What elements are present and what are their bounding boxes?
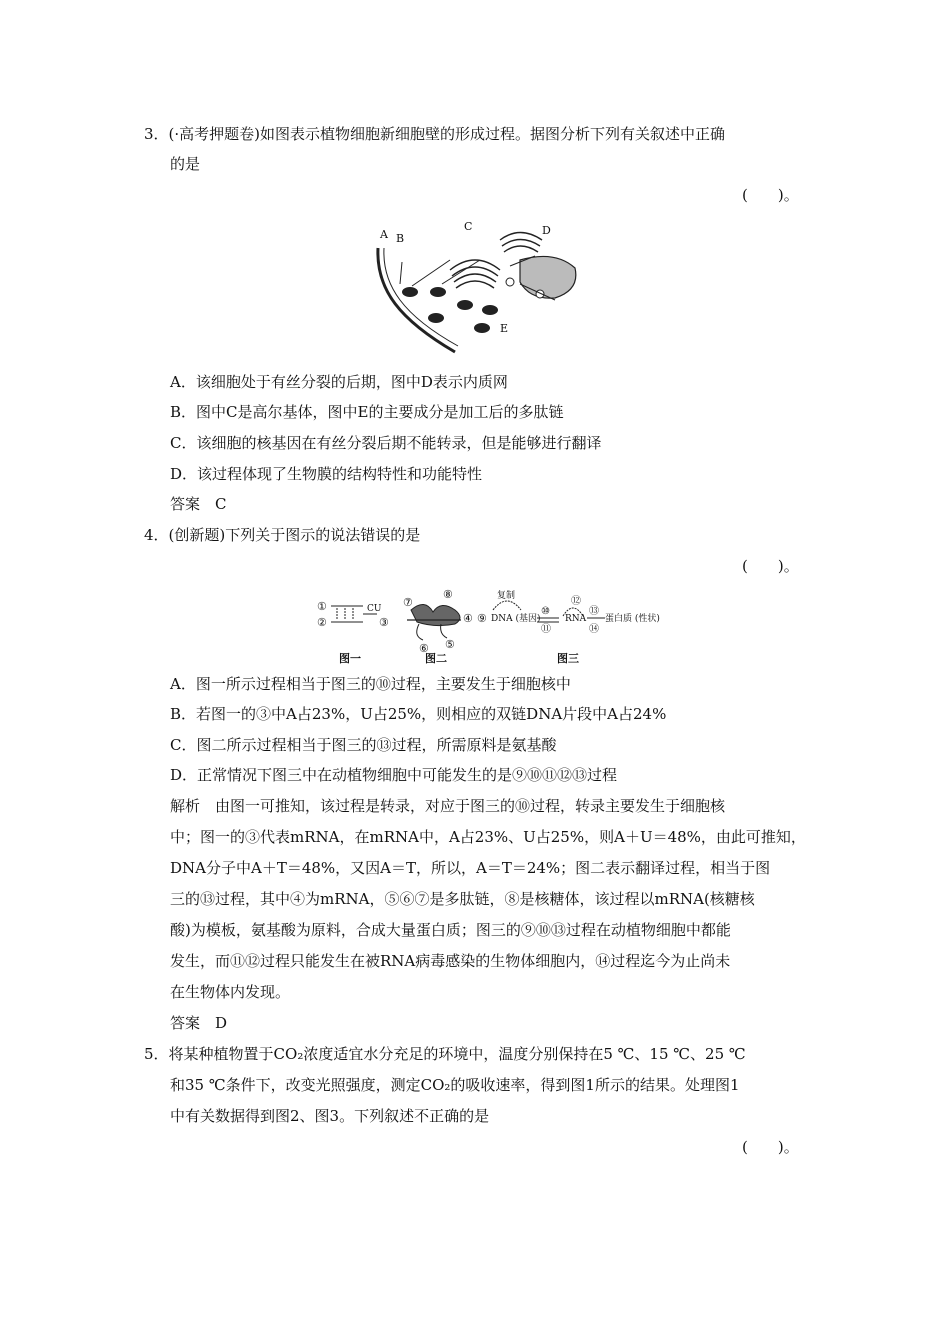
- q3-option-d: D．该过程体现了生物膜的结构特性和功能特性: [170, 465, 483, 483]
- q3-figure-label-a: A: [380, 228, 388, 241]
- q4-option-b: B．若图一的③中A占23%，U占25%，则相应的双链DNA片段中A占24%: [170, 705, 667, 723]
- q4-answer: 答案 D: [170, 1014, 228, 1032]
- fig1-label-3: ③: [379, 616, 389, 629]
- q3-cell-wall-figure: [370, 220, 585, 360]
- fig1-label-cu: CU: [367, 604, 382, 614]
- q4-caption-fig3: 图三: [557, 652, 579, 665]
- q3-answer-blank: ( )。: [742, 186, 799, 204]
- q5-line2: 和35 ℃条件下，改变光照强度，测定CO₂的吸收速率，得到图1所示的结果。处理图1: [170, 1076, 740, 1094]
- q3-stem-line2: 的是: [170, 155, 201, 173]
- fig2-label-8: ⑧: [443, 588, 453, 601]
- q4-analysis-line5: 酸)为模板，氨基酸为原料，合成大量蛋白质；图三的⑨⑩⑬过程在动植物细胞中都能: [170, 921, 731, 939]
- q4-analysis-line3: DNA分子中A＋T＝48%，又因A＝T，所以，A＝T＝24%；图二表示翻译过程，相当于图: [170, 859, 771, 877]
- q4-option-a: A．图一所示过程相当于图三的⑩过程，主要发生于细胞核中: [170, 675, 571, 693]
- q5-line3: 中有关数据得到图2、图3。下列叙述不正确的是: [170, 1107, 490, 1125]
- q4-analysis-line4: 三的⑬过程，其中④为mRNA，⑤⑥⑦是多肽链，⑧是核糖体，该过程以mRNA(核糖核: [170, 890, 755, 908]
- fig1-label-1: ①: [317, 600, 327, 613]
- fig3-text-11: ⑪: [541, 624, 551, 635]
- q4-analysis-line6: 发生，而⑪⑫过程只能发生在被RNA病毒感染的生物体细胞内，⑭过程迄今为止尚未: [170, 952, 731, 970]
- fig3-text-13: ⑬: [589, 606, 599, 617]
- fig2-label-4: ④: [463, 612, 473, 625]
- q4-stem: 4．(创新题)下列关于图示的说法错误的是: [144, 526, 421, 544]
- q3-option-a: A．该细胞处于有丝分裂的后期，图中D表示内质网: [170, 373, 508, 391]
- q4-analysis-line7: 在生物体内发现。: [170, 983, 291, 1001]
- q3-figure-label-b: B: [396, 232, 405, 245]
- q4-analysis-line1: 解析 由图一可推知，该过程是转录，对应于图三的⑩过程，转录主要发生于细胞核: [170, 797, 726, 815]
- q3-option-c: C．该细胞的核基因在有丝分裂后期不能转录，但是能够进行翻译: [170, 434, 602, 452]
- fig3-text-9: ⑨: [477, 612, 487, 625]
- q4-analysis-line2: 中；图一的③代表mRNA，在mRNA中，A占23%、U占25%，则A＋U＝48%，由此可推知，: [170, 828, 806, 846]
- q3-figure-label-c: C: [464, 220, 473, 233]
- fig3-text-dna: DNA (基因): [491, 614, 541, 624]
- q4-option-d: D．正常情况下图三中在动植物细胞中可能发生的是⑨⑩⑪⑫⑬过程: [170, 766, 618, 784]
- q4-figure: [315, 588, 675, 668]
- q3-figure-label-d: D: [542, 224, 551, 237]
- q4-caption-fig2: 图二: [425, 652, 447, 665]
- fig2-label-6: ⑥: [419, 642, 429, 655]
- fig3-text-10: ⑩: [541, 606, 550, 617]
- fig1-label-2: ②: [317, 616, 327, 629]
- fig3-text-12: ⑫: [571, 596, 581, 607]
- fig2-label-5: ⑤: [445, 638, 455, 651]
- q4-option-c: C．图二所示过程相当于图三的⑬过程，所需原料是氨基酸: [170, 736, 557, 754]
- q4-caption-fig1: 图一: [339, 652, 361, 665]
- fig3-text-replicate: 复制: [497, 591, 516, 601]
- fig3-text-protein: 蛋白质 (性状): [605, 614, 660, 624]
- q5-answer-blank: ( )。: [742, 1138, 799, 1156]
- q3-figure-label-e: E: [500, 322, 509, 335]
- q3-answer: 答案 C: [170, 495, 227, 513]
- q4-answer-blank: ( )。: [742, 557, 799, 575]
- q3-option-b: B．图中C是高尔基体，图中E的主要成分是加工后的多肽链: [170, 403, 564, 421]
- q5-line1: 5．将某种植物置于CO₂浓度适宜水分充足的环境中，温度分别保持在5 ℃、15 ℃、25 ℃: [144, 1045, 746, 1063]
- fig2-label-7: ⑦: [403, 596, 413, 609]
- fig3-text-14: ⑭: [589, 624, 599, 635]
- q3-stem-line1: 3．(·高考押题卷)如图表示植物细胞新细胞壁的形成过程。据图分析下列有关叙述中正确: [144, 125, 726, 143]
- fig3-text-rna: RNA: [565, 614, 587, 624]
